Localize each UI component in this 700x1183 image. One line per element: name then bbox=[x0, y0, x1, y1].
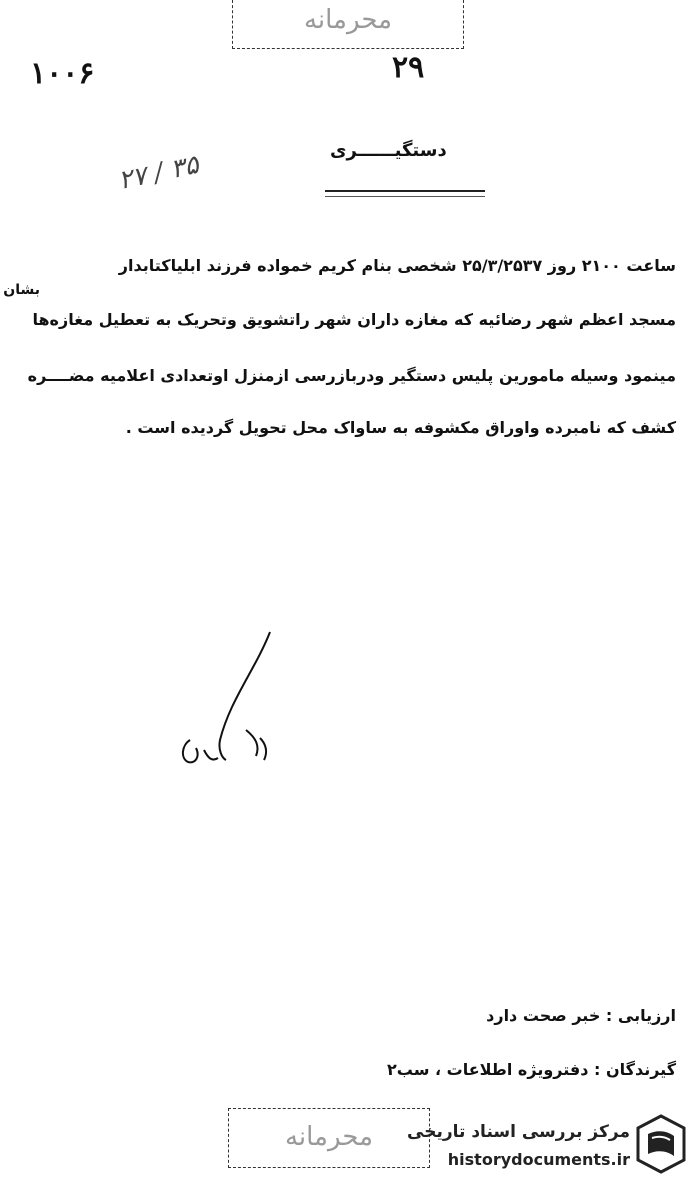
subject-underline bbox=[325, 190, 485, 192]
body-line-1: ساعت ۲۱۰۰ روز ۲۵/۳/۲۵۳۷ شخصی بنام کریم خمواده فرزند ابلیاکتابدار bbox=[118, 256, 676, 275]
watermark-url: historydocuments.ir bbox=[447, 1150, 630, 1169]
body-line-4: کشف که نامبرده واوراق مکشوفه به ساواک محل تحویل گردیده است . bbox=[125, 418, 676, 437]
confidential-stamp-top: محرمانه bbox=[232, 0, 464, 49]
document-number: ۱۰۰۶ bbox=[30, 56, 95, 91]
subject-underline-secondary bbox=[325, 196, 485, 197]
archive-logo-icon bbox=[634, 1114, 688, 1174]
page-number: ۲۹ bbox=[392, 50, 425, 85]
handwritten-note: ۲۷ / ۳۵ bbox=[115, 149, 202, 197]
watermark-title: مرکز بررسی اسناد تاریخی bbox=[407, 1122, 630, 1142]
handwritten-signature bbox=[160, 630, 310, 780]
archive-watermark bbox=[407, 1112, 692, 1178]
document-subject: دستگیــــــری bbox=[330, 140, 447, 161]
recipients-line: گیرندگان : دفترویژه اطلاعات ، سب۲ bbox=[386, 1060, 676, 1079]
body-line-3: مینمود وسیله مامورین پلیس دستگیر ودربازرسی ازمنزل اوتعدادی اعلامیه مضــــره bbox=[27, 366, 676, 385]
body-line-2: مسجد اعظم شهر رضائیه که مغازه داران شهر راتشویق وتحریک به تعطیل مغازه‌ها bbox=[32, 310, 676, 329]
body-line-1-insert: بشان bbox=[3, 282, 40, 298]
confidential-stamp-bottom: محرمانه bbox=[228, 1108, 430, 1168]
evaluation-line: ارزیابی : خبر صحت دارد bbox=[486, 1006, 676, 1025]
